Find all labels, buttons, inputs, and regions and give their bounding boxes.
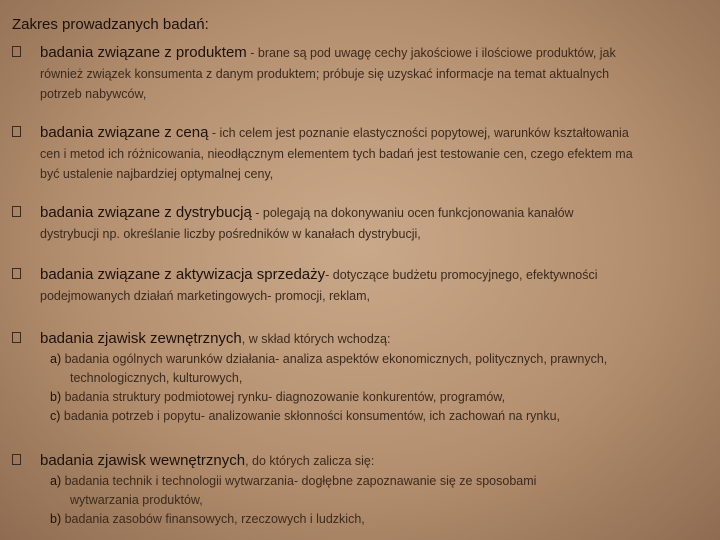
bullet-heading: badania zjawisk zewnętrznych [40, 330, 242, 347]
sublist-item-text: badania technik i technologii wytwarzania- dogłębne zapoznawanie się ze sposobami [61, 474, 537, 488]
sublist-item-text: badania zasobów finansowych, rzeczowych i ludzkich, [61, 512, 365, 526]
bullet-text-continued: potrzeb nabywców, [40, 87, 147, 101]
bullet-text: - brane są pod uwagę cechy jakościowe i ilościowe produktów, jak [246, 46, 616, 60]
bullet-text: , w skład których wchodzą: [241, 332, 391, 346]
bullet-text-continued: podejmowanych działań marketingowych- promocji, reklam, [40, 289, 370, 303]
sublist-item-text: badania struktury podmiotowej rynku- diagnozowanie konkurentów, programów, [61, 390, 506, 404]
sublist-label: c) [50, 409, 61, 423]
bullet-text: - dotyczące budżetu promocyjnego, efektywności [325, 268, 598, 282]
bullet-heading: badania zjawisk wewnętrznych [40, 452, 246, 469]
sublist-item-text: badania ogólnych warunków działania- analiza aspektów ekonomicznych, politycznych, prawnych, [61, 352, 608, 366]
internal-sublist [50, 472, 690, 529]
bullet-text-continued: być ustalenie najbardziej optymalnej ceny, [40, 167, 274, 181]
bullet-text: - polegają na dokonywaniu ocen funkcjonowania kanałów [251, 206, 574, 220]
bullet-heading: badania związane z produktem [40, 44, 247, 61]
bullet-heading: badania związane z ceną [40, 124, 209, 141]
sublist-label: b) [50, 390, 62, 404]
bullet-text: - ich celem jest poznanie elastyczności popytowej, warunków kształtowania [208, 126, 629, 140]
bullet-marker-icon [12, 46, 21, 57]
bullet-text-continued: cen i metod ich różnicowania, nieodłącznym elementem tych badań jest testowanie cen, czego efektem ma [40, 147, 633, 161]
bullet-marker-icon [12, 268, 21, 279]
bullet-marker-icon [12, 332, 21, 343]
bullet-heading: badania związane z dystrybucją [40, 204, 252, 221]
external-sublist [50, 350, 690, 426]
sublist-item-continued: wytwarzania produktów, [70, 493, 203, 507]
slide-title: Zakres prowadzanych badań: [12, 16, 209, 33]
sublist-label: b) [50, 512, 62, 526]
bullet-text-continued: również związek konsumenta z danym produktem; próbuje się uzyskać informacje na temat aktualnych [40, 67, 610, 81]
sublist-item-continued: technologicznych, kulturowych, [70, 371, 243, 385]
sublist-label: a) [50, 352, 62, 366]
bullet-marker-icon [12, 206, 21, 217]
sublist-label: a) [50, 474, 62, 488]
bullet-marker-icon [12, 454, 21, 465]
bullet-text: , do których zalicza się: [245, 454, 375, 468]
bullet-text-continued: dystrybucji np. określanie liczby pośredników w kanałach dystrybucji, [40, 227, 421, 241]
bullet-heading: badania związane z aktywizacja sprzedaży [40, 266, 326, 283]
sublist-item-text: badania potrzeb i popytu- analizowanie skłonności konsumentów, ich zachowań na rynku, [60, 409, 561, 423]
bullet-marker-icon [12, 126, 21, 137]
